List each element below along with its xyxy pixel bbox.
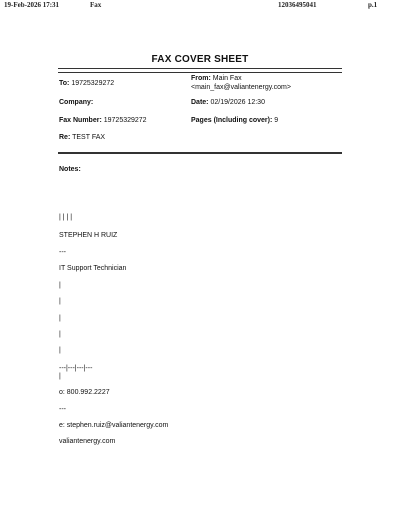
to-field: [59, 79, 114, 88]
notes-line: |: [59, 315, 61, 322]
date-value: 02/19/2026 12:30: [210, 99, 265, 106]
to-label: To:: [59, 80, 70, 87]
notes-line: |: [59, 282, 61, 289]
page-indicator: p.1: [368, 1, 378, 9]
to-value: 19725329272: [71, 80, 115, 87]
pages-label: Pages (Including cover):: [191, 117, 273, 124]
page-title: FAX COVER SHEET: [151, 54, 249, 65]
notes-line: |: [59, 347, 61, 354]
notes-line: |: [59, 373, 61, 380]
notes-line: | | | |: [59, 214, 73, 221]
notes-line: |: [59, 331, 61, 338]
title-divider: [58, 68, 342, 73]
fax-number-header: 12036495041: [278, 1, 317, 9]
notes-line: ---: [59, 249, 66, 256]
notes-line: ---: [59, 406, 66, 413]
company-label: Company:: [59, 99, 94, 106]
pages-value: 9: [274, 117, 279, 124]
re-field: [59, 133, 105, 142]
fax-number-field: [59, 116, 147, 125]
notes-line: ---|---|---|---: [59, 365, 93, 372]
from-value: Main Fax: [212, 75, 242, 82]
from-field: [191, 74, 242, 83]
pages-field: [191, 116, 278, 125]
from-label: From:: [191, 75, 211, 82]
signature-website: valiantenergy.com: [59, 438, 116, 445]
notes-line: |: [59, 298, 61, 305]
re-value: TEST FAX: [72, 134, 106, 141]
section-divider: [58, 152, 342, 154]
date-label: Date:: [191, 99, 209, 106]
fax-datetime: 19-Feb-2026 17:31: [4, 1, 60, 9]
notes-field: [59, 165, 81, 174]
notes-label: Notes:: [59, 166, 81, 173]
from-email: <main_fax@valiantenergy.com>: [191, 84, 291, 91]
signature-email: e: stephen.ruiz@valiantenergy.com: [59, 422, 169, 429]
re-label: Re:: [59, 134, 71, 141]
date-field: [191, 98, 265, 107]
signature-phone: o: 800.992.2227: [59, 389, 110, 396]
fax-type: Fax: [90, 1, 102, 9]
company-field: [59, 98, 93, 107]
signature-name: STEPHEN H RUIZ: [59, 232, 118, 239]
signature-title: IT Support Technician: [59, 265, 127, 272]
fax-number-label: Fax Number:: [59, 117, 102, 124]
fax-number-value: 19725329272: [103, 117, 147, 124]
